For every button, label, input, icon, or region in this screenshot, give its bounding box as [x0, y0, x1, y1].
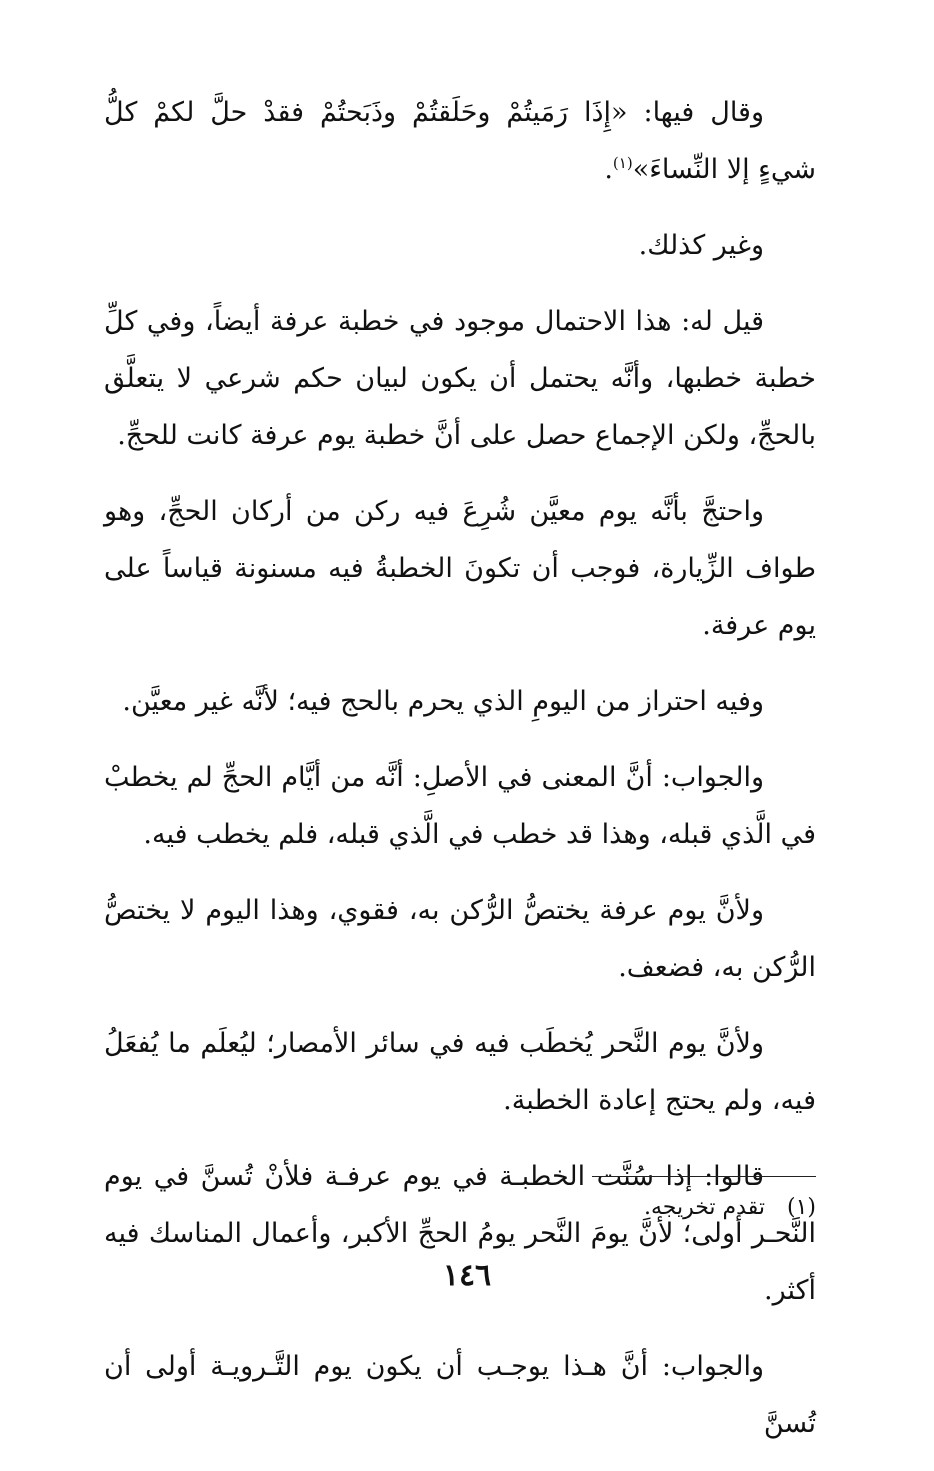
paragraph: قالوا: إذا سُنَّت الخطبـة في يوم عرفـة فلأنْ تُسنَّ في يوم النَّحـر أولى؛ لأنَّ يومَ النَّحر يومُ الحجِّ الأكبر، وأعمال المناسك فيه أكثر.	[104, 1161, 816, 1306]
footnote-text: تقدم تخريجه.	[643, 1195, 765, 1220]
paragraph: ولأنَّ يوم عرفة يختصُّ الرُّكن به، فقوي، وهذا اليوم لا يختصُّ الرُّكن به، فضعف.	[104, 895, 816, 983]
paragraph-text: وقال فيها: «إِذَا رَمَيتُمْ وحَلَقتُمْ وذَبَحتُمْ فقدْ حلَّ لكمْ كلُّ شيءٍ إلا النِّساءَ»	[104, 97, 816, 185]
paragraph: وفيه احتراز من اليومِ الذي يحرم بالحج فيه؛ لأنَّه غير معيَّن.	[122, 686, 764, 717]
footnote-reference[interactable]: (١)	[612, 154, 633, 172]
paragraph-end-punct: .	[604, 154, 613, 185]
footnote-number: (١)	[786, 1195, 816, 1220]
page-number: ١٤٦	[442, 1258, 492, 1293]
footnote	[104, 1190, 816, 1226]
paragraph: قيل له: هذا الاحتمال موجود في خطبة عرفة أيضاً، وفي كلِّ خطبة خطبها، وأنَّه يحتمل أن يكون لبيان حكم شرعي لا يتعلَّق بالحجِّ، ولكن الإجماع حصل على أنَّ خطبة يوم عرفة كانت للحجِّ.	[104, 306, 816, 451]
paragraph: والجواب: أنَّ هـذا يوجـب أن يكون يوم التَّـرويـة أولى أن تُسنَّ	[104, 1351, 816, 1439]
paragraph: وغير كذلك.	[638, 230, 764, 261]
paragraph: والجواب: أنَّ المعنى في الأصلِ: أنَّه من أيَّام الحجِّ لم يخطبْ في الَّذي قبله، وهذا قد خطب في الَّذي قبله، فلم يخطب فيه.	[104, 762, 816, 850]
paragraph: ولأنَّ يوم النَّحر يُخطَب فيه في سائر الأمصار؛ ليُعلَم ما يُفعَلُ فيه، ولم يحتج إعادة الخطبة.	[104, 1028, 816, 1116]
paragraph: واحتجَّ بأنَّه يوم معيَّن شُرِعَ فيه ركن من أركان الحجِّ، وهو طواف الزِّيارة، فوجب أن تكونَ الخطبةُ فيه مسنونة قياساً على يوم عرفة.	[104, 496, 816, 641]
footnote-separator	[592, 1176, 816, 1177]
paragraph	[104, 84, 816, 198]
